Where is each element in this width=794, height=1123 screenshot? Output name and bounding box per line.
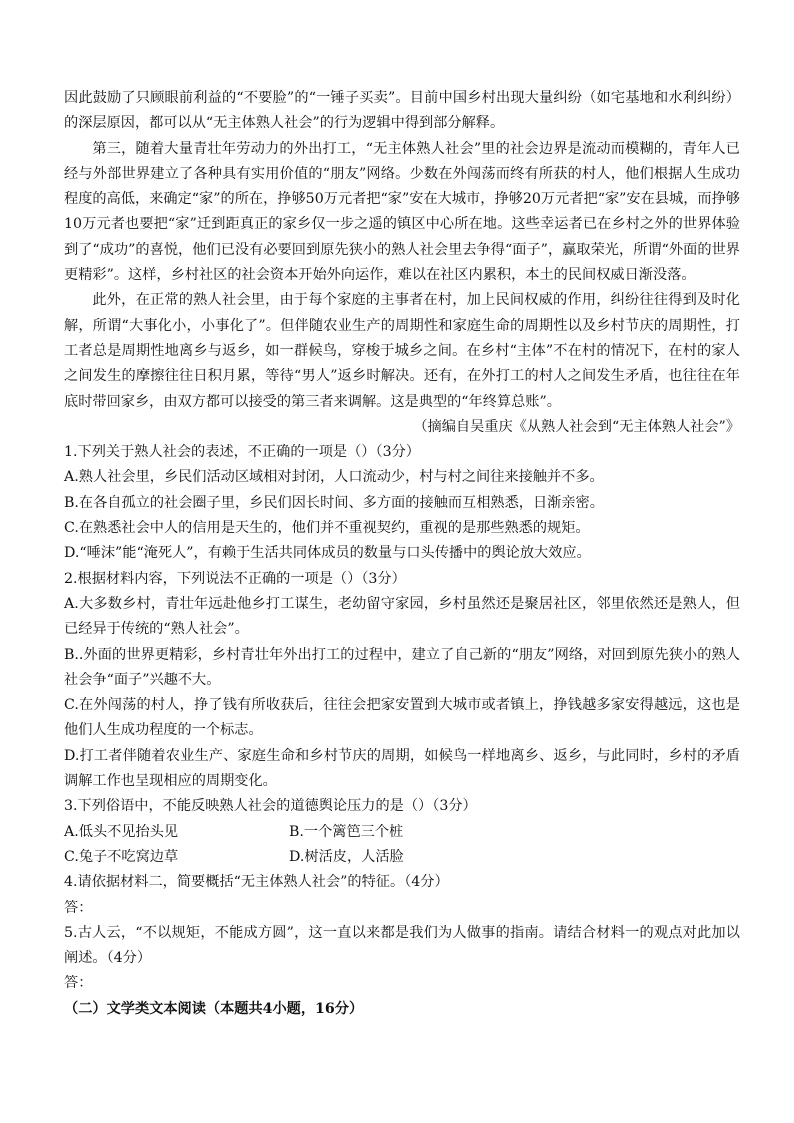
question-5-answer-label: 答：	[64, 975, 93, 992]
question-1-option-d: D.“唾沫”能“淹死人”，有赖于生活共同体成员的数量与口头传播中的舆论放大效应。	[64, 545, 591, 562]
question-4-stem: 4.请依据材料二，简要概括“无主体熟人社会”的特征。（4分）	[64, 874, 449, 891]
question-3-option-a: A.低头不见抬头见	[64, 823, 179, 840]
question-5-stem: 5.古人云，“不以规矩，不能成方圆”，这一直以来都是我们为人做事的指南。请结合材料一的观点对此加以阐述。（4分）	[64, 924, 740, 967]
question-1-option-b: B.在各自孤立的社会圈子里，乡民们因长时间、多方面的接触而互相熟悉，日渐亲密。	[64, 494, 604, 511]
question-3-option-c: C.兔子不吃窝边草	[64, 848, 179, 865]
document-page	[64, 86, 740, 1022]
question-1-option-c: C.在熟悉社会中人的信用是天生的，他们并不重视契约，重视的是那些熟悉的规矩。	[64, 520, 590, 537]
question-4-answer-label: 答：	[64, 899, 93, 916]
question-2-option-a: A.大多数乡村，青壮年远赴他乡打工谋生，老幼留守家园，乡村虽然还是聚居社区，邻里依然还是熟人，但已经异于传统的“熟人社会”。	[64, 595, 740, 638]
passage-paragraph-3: 第三，随着大量青壮年劳动力的外出打工，“无主体熟人社会”里的社会边界是流动而模糊的，青年人已经与外部世界建立了各种具有实用价值的“朋友”网络。少数在外闯荡而终有所获的村人，他们根据人生成功程度的高低，来确定“家”的所在，挣够50万元者把“家”安在大城市，挣够20万元者把“家”安在县城，而挣够10万元者也要把“家”迁到距真正的家乡仅一步之遥的镇区中心所在地。这些幸运者已在乡村之外的世界体验到了“成功”的喜悦，他们已没有必要回到原先狭小的熟人社会里去争得“面子”，赢取荣光，所谓“外面的世界更精彩”。这样，乡村社区的社会资本开始外向运作，难以在社区内累积，本土的民间权威日渐没落。	[64, 140, 740, 284]
question-1-stem: 1.下列关于熟人社会的表述，不正确的一项是（）（3分）	[64, 444, 420, 461]
question-3-stem: 3.下列俗语中，不能反映熟人社会的道德舆论压力的是（）（3分）	[64, 798, 477, 815]
question-3-option-d: D.树活皮，人活脸	[289, 848, 404, 865]
question-2-option-c: C.在外闯荡的村人，挣了钱有所收获后，往往会把家安置到大城市或者镇上，挣钱越多家安得越远，这也是他们人生成功程度的一个标志。	[64, 697, 740, 739]
question-2-option-d: D.打工者伴随着农业生产、家庭生命和乡村节庆的周期，如候鸟一样地离乡、返乡，与此同时，乡村的矛盾调解工作也呈现相应的周期变化。	[64, 747, 740, 790]
section-heading: （二）文学类文本阅读（本题共4小题，16分）	[64, 1000, 364, 1017]
passage-paragraph-4: 此外，在正常的熟人社会里，由于每个家庭的主事者在村，加上民间权威的作用，纠纷往往得到及时化解，所谓“大事化小，小事化了”。但伴随农业生产的周期性和家庭生命的周期性以及乡村节庆的周期性，打工者总是周期性地离乡与返乡，如一群候鸟，穿梭于城乡之间。在乡村“主体”不在村的情况下，在村的家人之间发生的摩擦往往日积月累，等待“男人”返乡时解决。还有，在外打工的村人之间发生矛盾，也往往在年底时带回家乡，由双方都可以接受的第三者来调解。这是典型的“年终算总账”。	[64, 292, 740, 410]
question-3-options	[64, 820, 740, 871]
passage-source: （摘编自吴重庆《从熟人社会到“无主体熟人社会”》	[413, 418, 740, 435]
question-2-option-b: B..外面的世界更精彩，乡村青壮年外出打工的过程中，建立了自己新的“朋友”网络，对回到原先狭小的熟人社会争“面子”兴趣不大。	[64, 646, 740, 688]
question-1-option-a: A.熟人社会里，乡民们活动区域相对封闭，人口流动少，村与村之间往来接触并不多。	[64, 469, 604, 486]
question-3-option-b: B.一个篱笆三个桩	[289, 823, 404, 840]
passage-paragraph-continuation: 因此鼓励了只顾眼前利益的“不要脸”的“一锤子买卖”。目前中国乡村出现大量纠纷（如宅基地和水利纠纷）的深层原因，都可以从“无主体熟人社会”的行为逻辑中得到部分解释。	[64, 90, 740, 132]
question-2-stem: 2.根据材料内容，下列说法不正确的一项是（）（3分）	[64, 570, 406, 587]
